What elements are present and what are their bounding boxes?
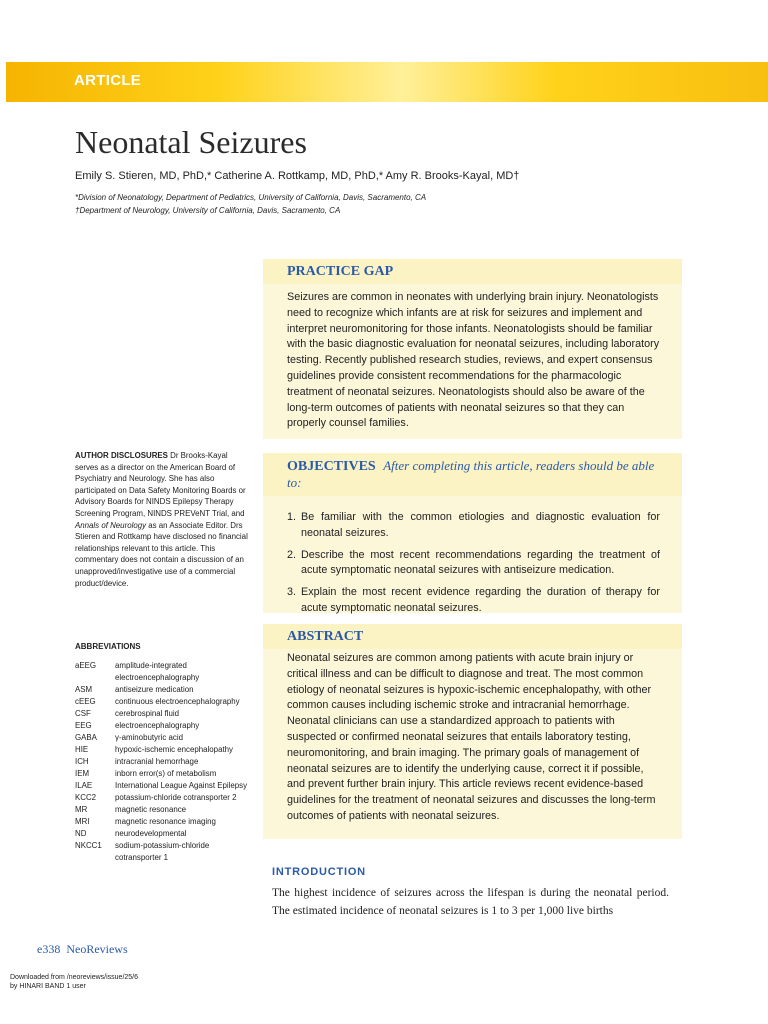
abstract-text: Neonatal seizures are common among patients with acute brain injury or critical illness and can be difficult to diagnose and treat. The most common etiology of neonatal seizures is hypoxic-ischemic encephalopathy, with other common causes including ischemic stroke and intracranial hemorrhage. Neonatal clinicians can use a standardized approach to patients with suspected or confirmed neonatal seizures that entails laboratory testing, neuromonitoring, and brain imaging. The primary goals of management of neonatal seizures are to identify the underlying cause, correct it if possible, and prevent further brain injury. This article reviews recent evidence-based guidelines for the treatment of neonatal seizures and discusses the long-term outcomes of patients with neonatal seizures. <box>287 652 656 822</box>
practice-gap-box <box>263 259 682 439</box>
abbreviation-row <box>75 732 255 744</box>
introduction-heading: INTRODUCTION <box>272 866 366 878</box>
abbreviation-definition: intracranial hemorrhage <box>115 757 199 766</box>
disclosures-journal: Annals of Neurology <box>75 520 147 530</box>
abbreviation-row <box>75 804 255 816</box>
abbreviation-definition: hypoxic-ischemic encephalopathy <box>115 745 233 754</box>
practice-gap-heading: PRACTICE GAP <box>263 259 682 284</box>
abbreviation-definition: magnetic resonance imaging <box>115 817 216 826</box>
affiliation-1: *Division of Neonatology, Department of Pediatrics, University of California, Davis, Sacramento, CA <box>75 193 427 202</box>
abbreviation-row <box>75 816 255 828</box>
download-user: by HINARI BAND 1 user <box>10 983 86 990</box>
abbreviation-term: KCC2 <box>75 793 97 802</box>
abbreviations-list <box>75 660 255 864</box>
practice-gap-text: Seizures are common in neonates with underlying brain injury. Neonatologists need to recognize which infants are at risk for seizures and implement and interpret neuromonitoring for those infants. Neonatologists should be familiar with the basic diagnostic evaluation for neonatal seizures, including laboratory testing. Recently published research studies, reviews, and expert consensus guidelines provide consistent recommendations for the pharmacologic treatment of neonatal seizures. Neonatologists should also be aware of the long-term outcomes of patients with neonatal seizures so that they can properly counsel families. <box>287 291 660 430</box>
author-list: Emily S. Stieren, MD, PhD,* Catherine A. Rottkamp, MD, PhD,* Amy R. Brooks-Kayal, MD† <box>75 170 520 182</box>
abbreviation-term: ILAE <box>75 781 93 790</box>
download-source: Downloaded from /neoreviews/issue/25/6 <box>10 974 139 981</box>
abbreviation-definition: cerebrospinal fluid <box>115 709 180 718</box>
abbreviation-row <box>75 780 255 792</box>
abbreviation-term: IEM <box>75 769 90 778</box>
abbreviation-definition: magnetic resonance <box>115 805 187 814</box>
abbreviations-heading: ABBREVIATIONS <box>75 642 141 651</box>
disclosures-heading: AUTHOR DISCLOSURES <box>75 451 168 460</box>
abbreviation-row <box>75 828 255 840</box>
abbreviation-term: MRI <box>75 817 90 826</box>
abbreviation-definition: neurodevelopmental <box>115 829 187 838</box>
objective-number: 1. <box>287 511 297 523</box>
abbreviation-definition: International League Against Epilepsy <box>115 781 248 790</box>
abbreviation-row <box>75 684 255 696</box>
abbreviation-definition: amplitude-integrated electroencephalography <box>115 661 200 682</box>
objective-number: 2. <box>287 548 297 561</box>
abbreviation-definition: potassium-chloride cotransporter 2 <box>115 793 237 802</box>
abbreviation-row <box>75 696 255 708</box>
author-disclosures <box>75 450 253 589</box>
abbreviation-definition: antiseizure medication <box>115 685 194 694</box>
objective-text: Explain the most recent evidence regarding the duration of therapy for acute symptomatic neonatal seizures. <box>301 586 660 614</box>
abbreviation-term: cEEG <box>75 697 96 706</box>
objectives-intro: After completing this article, readers should be able to: <box>287 458 655 490</box>
abbreviation-definition: continuous electroencephalography <box>115 697 240 706</box>
abbreviation-term: ASM <box>75 685 93 694</box>
objective-number: 3. <box>287 586 297 599</box>
abbreviation-row <box>75 744 255 756</box>
abbreviation-row <box>75 768 255 780</box>
objectives-heading: OBJECTIVES <box>287 459 376 474</box>
abbreviation-term: EEG <box>75 721 92 730</box>
abbreviation-definition: γ-aminobutyric acid <box>115 733 183 742</box>
abbreviation-row <box>75 660 255 684</box>
abbreviation-term: HIE <box>75 745 89 754</box>
abbreviation-term: ND <box>75 829 87 838</box>
objective-item <box>287 510 660 542</box>
abbreviation-row <box>75 756 255 768</box>
objective-item <box>287 548 660 580</box>
introduction-text: The highest incidence of seizures across the lifespan is during the neonatal period. The estimated incidence of neonatal seizures is 1 to 3 per 1,000 live births <box>272 887 669 917</box>
abstract-heading: ABSTRACT <box>263 624 682 649</box>
objectives-list <box>287 510 660 617</box>
abbreviation-term: GABA <box>75 733 97 742</box>
abbreviation-row <box>75 840 255 864</box>
disclosures-text-2: as an Associate Editor. Drs Stieren and Rottkamp have disclosed no financial relationships relevant to this article. This commentary does not contain a discussion of an unapproved/investigative use of a commercial product/device. <box>75 520 248 588</box>
abstract-box <box>263 624 682 839</box>
objective-item <box>287 585 660 617</box>
objectives-box <box>263 453 682 613</box>
journal-name: NeoReviews <box>66 942 128 956</box>
objective-text: Be familiar with the common etiologies and diagnostic evaluation for neonatal seizures. <box>301 511 660 539</box>
page-number: e338 <box>37 942 61 956</box>
abbreviation-term: ICH <box>75 757 89 766</box>
abbreviation-term: NKCC1 <box>75 841 102 850</box>
abbreviation-row <box>75 720 255 732</box>
abbreviation-term: MR <box>75 805 88 814</box>
objective-text: Describe the most recent recommendations regarding the treatment of acute symptomatic neonatal seizures with antiseizure medication. <box>301 548 660 577</box>
abbreviation-row <box>75 708 255 720</box>
disclosures-text-1: Dr Brooks-Kayal serves as a director on the American Board of Psychiatry and Neurology. She has also participated on Data Safety Monitoring Boards or Advisory Boards for NINDS Epilepsy Therapy Screening Program, NINDS PREVeNT Trial, and <box>75 451 246 518</box>
objectives-body <box>263 496 682 631</box>
download-note <box>10 973 138 991</box>
section-label: ARTICLE <box>74 72 142 89</box>
affiliation-2: †Department of Neurology, University of California, Davis, Sacramento, CA <box>75 206 341 215</box>
abbreviation-definition: inborn error(s) of metabolism <box>115 769 217 778</box>
abbreviation-term: CSF <box>75 709 91 718</box>
abbreviation-row <box>75 792 255 804</box>
objectives-header <box>263 453 682 496</box>
abbreviation-definition: electroencephalography <box>115 721 200 730</box>
abbreviation-definition: sodium-potassium-chloride cotransporter 1 <box>115 841 210 862</box>
article-title: Neonatal Seizures <box>75 124 307 160</box>
page-footer <box>37 942 128 957</box>
abbreviation-term: aEEG <box>75 661 97 670</box>
